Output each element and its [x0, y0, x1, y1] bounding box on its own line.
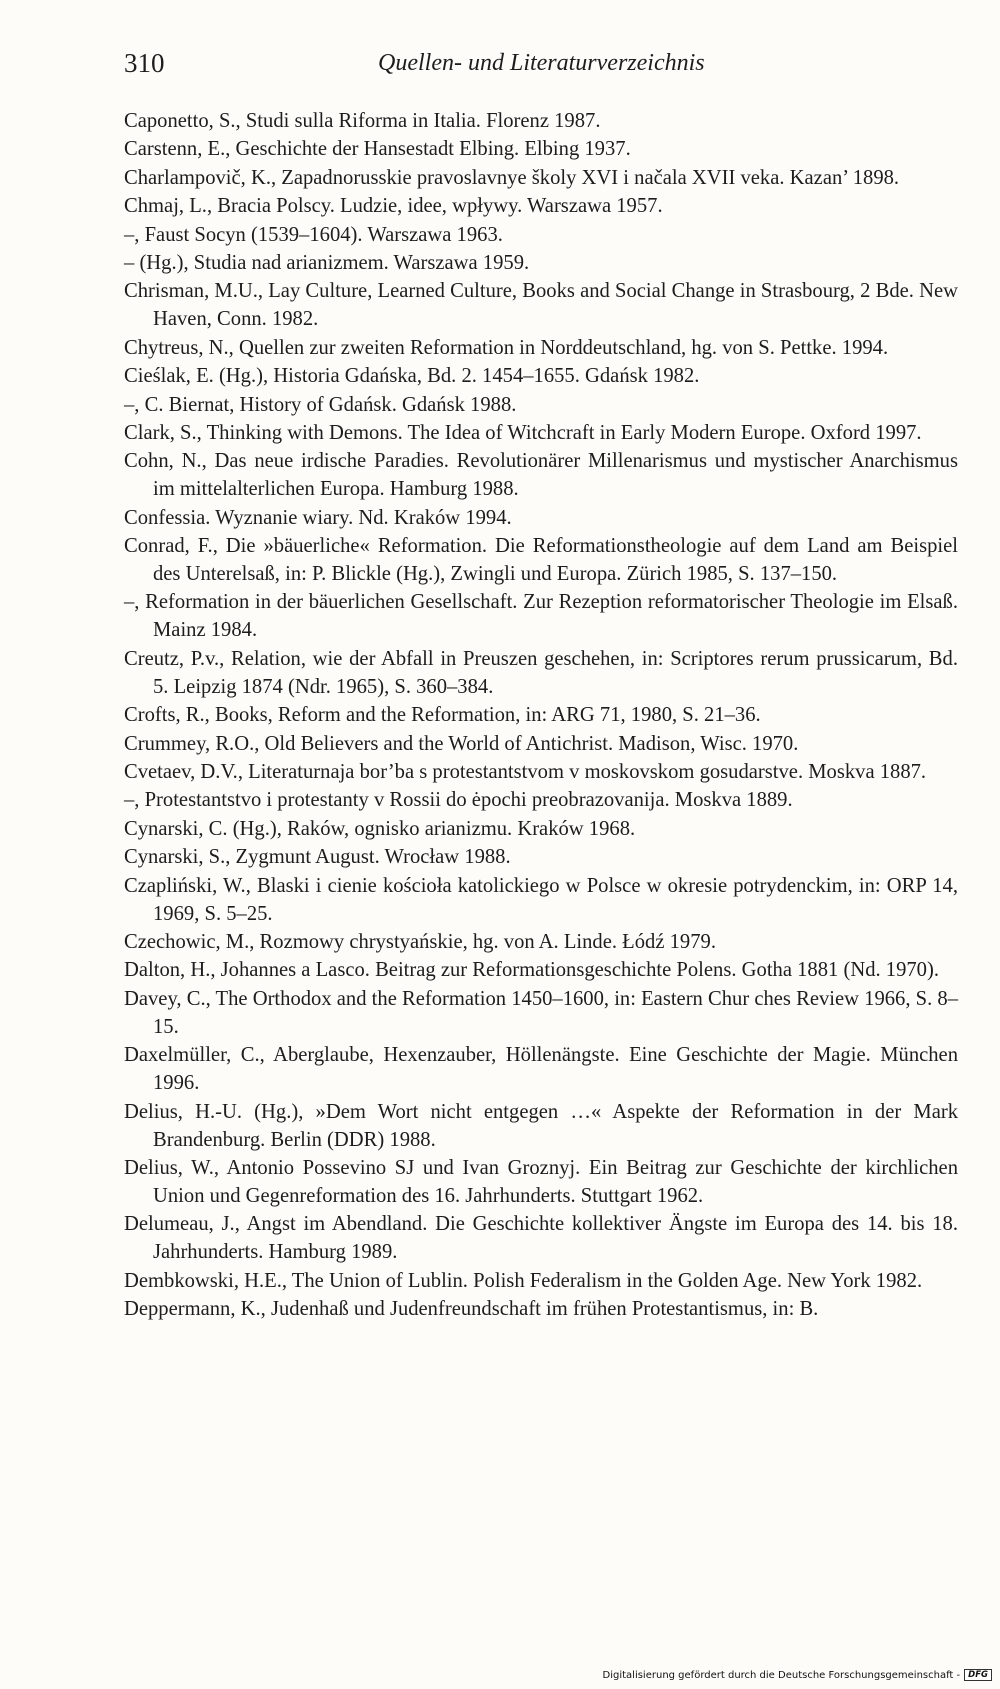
bibliography-entry: Crummey, R.O., Old Believers and the World of Antichrist. Madison, Wisc. 1970. — [124, 732, 799, 755]
bibliography-entry: Caponetto, S., Studi sulla Riforma in Italia. Florenz 1987. — [124, 110, 601, 132]
bibliography-entry: –, C. Biernat, History of Gdańsk. Gdańsk 1988. — [124, 393, 517, 416]
bibliography-entry: Chrisman, M.U., Lay Culture, Learned Culture, Books and Social Change in Strasbourg, 2 Bde. New Haven, Conn. 1982. — [124, 280, 958, 331]
bibliography-entry: Chmaj, L., Bracia Polscy. Ludzie, idee, wpływy. Warszawa 1957. — [124, 195, 663, 218]
bibliography-entry: Delius, H.-U. (Hg.), »Dem Wort nicht entgegen …« Aspekte der Reformation in der Mark Brandenburg. Berlin (DDR) 1988. — [124, 1100, 958, 1151]
bibliography-entry: Charlampovič, K., Zapadnorusskie pravoslavnye školy XVI i načala XVII veka. Kazan’ 1898. — [124, 166, 900, 189]
bibliography-entry: Carstenn, E., Geschichte der Hansestadt Elbing. Elbing 1937. — [124, 138, 631, 161]
bibliography-entry: Cieślak, E. (Hg.), Historia Gdańska, Bd. 2. 1454–1655. Gdańsk 1982. — [124, 365, 700, 388]
bibliography-entry: Confessia. Wyznanie wiary. Nd. Kraków 1994. — [124, 506, 512, 529]
bibliography-entry: Conrad, F., Die »bäuerliche« Reformation. Die Reformationstheologie auf dem Land am Beispiel des Unterelsaß, in: P. Blickle (Hg.), Zwingli und Europa. Zürich 1985, S. 137–150. — [124, 535, 958, 586]
bibliography-entry: Deppermann, K., Judenhaß und Judenfreundschaft im frühen Protestantismus, in: B. — [124, 1298, 819, 1321]
bibliography-list — [124, 107, 958, 1324]
bibliography-entry: –, Faust Socyn (1539–1604). Warszawa 1963. — [124, 223, 503, 246]
bibliography-entry: –, Protestantstvo i protestanty v Rossii do ėpochi preobrazovanija. Moskva 1889. — [124, 789, 793, 812]
bibliography-entry: Cynarski, S., Zygmunt August. Wrocław 1988. — [124, 846, 511, 869]
bibliography-entry: –, Reformation in der bäuerlichen Gesellschaft. Zur Rezeption reformatorischer Theologie im Elsaß. Mainz 1984. — [124, 591, 958, 642]
bibliography-entry: Clark, S., Thinking with Demons. The Idea of Witchcraft in Early Modern Europe. Oxford 1997. — [124, 421, 922, 444]
bibliography-entry: Cohn, N., Das neue irdische Paradies. Revolutionärer Millenarismus und mystischer Anarchismus im mittelalterlichen Europa. Hamburg 1988. — [124, 450, 958, 501]
page-header — [124, 44, 942, 84]
bibliography-entry: Delius, W., Antonio Possevino SJ und Ivan Groznyj. Ein Beitrag zur Geschichte der kirchlichen Union und Gegenreformation des 16. Jahrhunderts. Stuttgart 1962. — [124, 1156, 958, 1207]
footer-credit — [603, 1669, 992, 1681]
bibliography-entry: Dalton, H., Johannes a Lasco. Beitrag zur Reformationsgeschichte Polens. Gotha 1881 (Nd. 1970). — [124, 959, 939, 982]
bibliography-entry: Crofts, R., Books, Reform and the Reformation, in: ARG 71, 1980, S. 21–36. — [124, 704, 761, 727]
bibliography-entry: Czechowic, M., Rozmowy chrystyańskie, hg. von A. Linde. Łódź 1979. — [124, 930, 716, 953]
bibliography-entry: Daxelmüller, C., Aberglaube, Hexenzauber, Höllenängste. Eine Geschichte der Magie. München 1996. — [124, 1044, 958, 1095]
bibliography-entry: Davey, C., The Orthodox and the Reformation 1450–1600, in: Eastern Chur ches Review 1966, S. 8–15. — [124, 987, 958, 1038]
bibliography-entry: – (Hg.), Studia nad arianizmem. Warszawa 1959. — [124, 251, 530, 274]
running-title: Quellen- und Literaturverzeichnis — [378, 50, 705, 76]
bibliography-entry: Czapliński, W., Blaski i cienie kościoła katolickiego w Polsce w okresie potrydenckim, in: ORP 14, 1969, S. 5–25. — [124, 874, 958, 925]
bibliography-entry: Delumeau, J., Angst im Abendland. Die Geschichte kollektiver Ängste im Europa des 14. bis 18. Jahrhunderts. Hamburg 1989. — [124, 1213, 958, 1264]
bibliography-entry: Cvetaev, D.V., Literaturnaja bor’ba s protestantstvom v moskovskom gosudarstve. Moskva 1887. — [124, 761, 927, 784]
dfg-logo: DFG — [964, 1669, 992, 1681]
footer-text: Digitalisierung gefördert durch die Deutsche Forschungsgemeinschaft - — [602, 1669, 961, 1681]
page-number: 310 — [124, 48, 165, 78]
bibliography-entry: Cynarski, C. (Hg.), Raków, ognisko arianizmu. Kraków 1968. — [124, 817, 636, 840]
bibliography-entry: Creutz, P.v., Relation, wie der Abfall in Preuszen geschehen, in: Scriptores rerum prussicarum, Bd. 5. Leipzig 1874 (Ndr. 1965), S. 360–384. — [124, 647, 958, 698]
bibliography-entry: Chytreus, N., Quellen zur zweiten Reformation in Norddeutschland, hg. von S. Pettke. 1994. — [124, 336, 889, 359]
bibliography-entry: Dembkowski, H.E., The Union of Lublin. Polish Federalism in the Golden Age. New York 1982. — [124, 1269, 923, 1292]
